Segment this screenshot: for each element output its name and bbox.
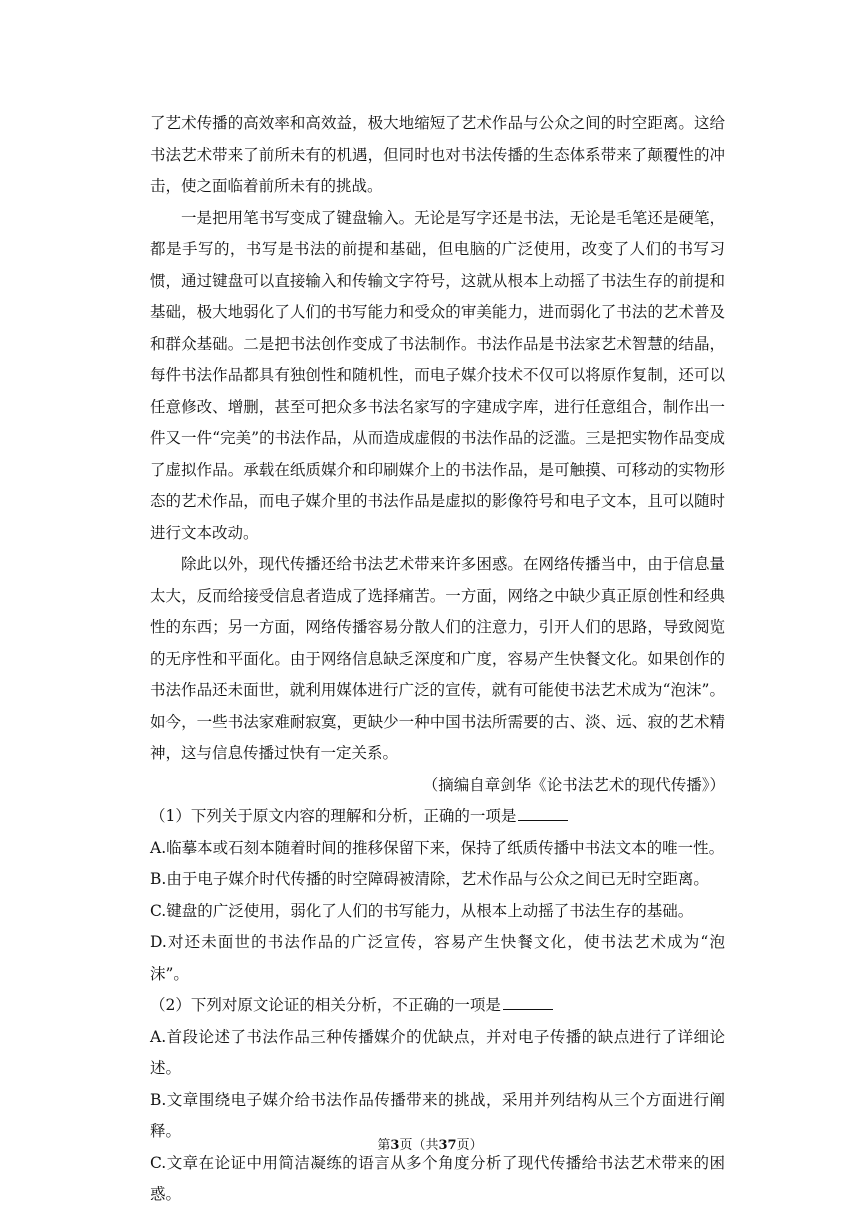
- paragraph-2: 一是把用笔书写变成了键盘输入。无论是写字还是书法，无论是毛笔还是硬笔，都是手写的，书写是书法的前提和基础，但电脑的广泛使用，改变了人们的书写习惯，通过键盘可以直接输入和传输文字符号，这就从根本上动摇了书法生存的前提和基础，极大地弱化了人们的书写能力和受众的审美能力，进而弱化了书法的艺术普及和群众基础。二是把书法创作变成了书法制作。书法作品是书法家艺术智慧的结晶，每件书法作品都具有独创性和随机性，而电子媒介技术不仅可以将原作复制，还可以任意修改、增删，甚至可把众多书法名家写的字建成字库，进行任意组合，制作出一件又一件“完美”的书法作品，从而造成虚假的书法作品的泛滥。三是把实物作品变成了虚拟作品。承载在纸质媒介和印刷媒介上的书法作品，是可触摸、可移动的实物形态的艺术作品，而电子媒介里的书法作品是虚拟的影像符号和电子文本，且可以随时进行文本改动。: [150, 208, 725, 542]
- paragraph-1: 了艺术传播的高效率和高效益，极大地缩短了艺术作品与公众之间的时空距离。这给书法艺术带来了前所未有的机遇，但同时也对书法传播的生态体系带来了颠覆性的冲击，使之面临着前所未有的挑战。: [150, 114, 725, 195]
- source-citation: （摘编自章剑华《论书法艺术的现代传播》）: [422, 775, 725, 794]
- footer-page-number: 3: [390, 1138, 400, 1153]
- question-1-option-d: D.对还未面世的书法作品的广泛宣传，容易产生快餐文化，使书法艺术成为“泡沫”。: [150, 933, 725, 983]
- footer-middle: 页（共: [399, 1138, 439, 1153]
- answer-blank-1[interactable]: [518, 802, 568, 821]
- question-2-stem: [150, 990, 725, 1022]
- question-1-stem-text: （1）下列关于原文内容的理解和分析，正确的一项是: [150, 807, 517, 825]
- footer-suffix: 页）: [456, 1138, 483, 1153]
- question-2-option-b: B.文章围绕电子媒介给书法作品传播带来的挑战，采用并列结构从三个方面进行阐释。: [150, 1090, 725, 1140]
- question-1-option-b: B.由于电子媒介时代传播的时空障碍被清除，艺术作品与公众之间已无时空距离。: [150, 870, 709, 888]
- footer-total-pages: 37: [438, 1138, 457, 1153]
- page-content: [150, 108, 725, 1211]
- answer-blank-2[interactable]: [503, 991, 553, 1010]
- question-1-stem: [150, 801, 725, 833]
- paragraph-3: 除此以外，现代传播还给书法艺术带来许多困惑。在网络传播当中，由于信息量太大，反而给接受信息者造成了选择痛苦。一方面，网络之中缺少真正原创性和经典性的东西；另一方面，网络传播容易分散人们的注意力，引开人们的思路，导致阅览的无序性和平面化。由于网络信息缺乏深度和广度，容易产生快餐文化。如果创作的书法作品还未面世，就利用媒体进行广泛的宣传，就有可能使书法艺术成为“泡沫”。如今，一些书法家难耐寂寞，更缺少一种中国书法所需要的古、淡、远、寂的艺术精神，这与信息传播过快有一定关系。: [150, 555, 725, 762]
- question-2-stem-text: （2）下列对原文论证的相关分析，不正确的一项是: [150, 996, 501, 1014]
- question-1-option-c: C.键盘的广泛使用，弱化了人们的书写能力，从根本上动摇了书法生存的基础。: [150, 901, 694, 920]
- footer-prefix: 第: [377, 1138, 391, 1153]
- question-2-option-a: A.首段论述了书法作品三种传播媒介的优缺点，并对电子传播的缺点进行了详细论述。: [150, 1027, 725, 1077]
- page-footer: [0, 1137, 860, 1155]
- question-1-option-a: A.临摹本或石刻本随着时间的推移保留下来，保持了纸质传播中书法文本的唯一性。: [150, 838, 725, 857]
- question-2-option-c: C.文章在论证中用简洁凝练的语言从多个角度分析了现代传播给书法艺术带来的困惑。: [150, 1153, 725, 1203]
